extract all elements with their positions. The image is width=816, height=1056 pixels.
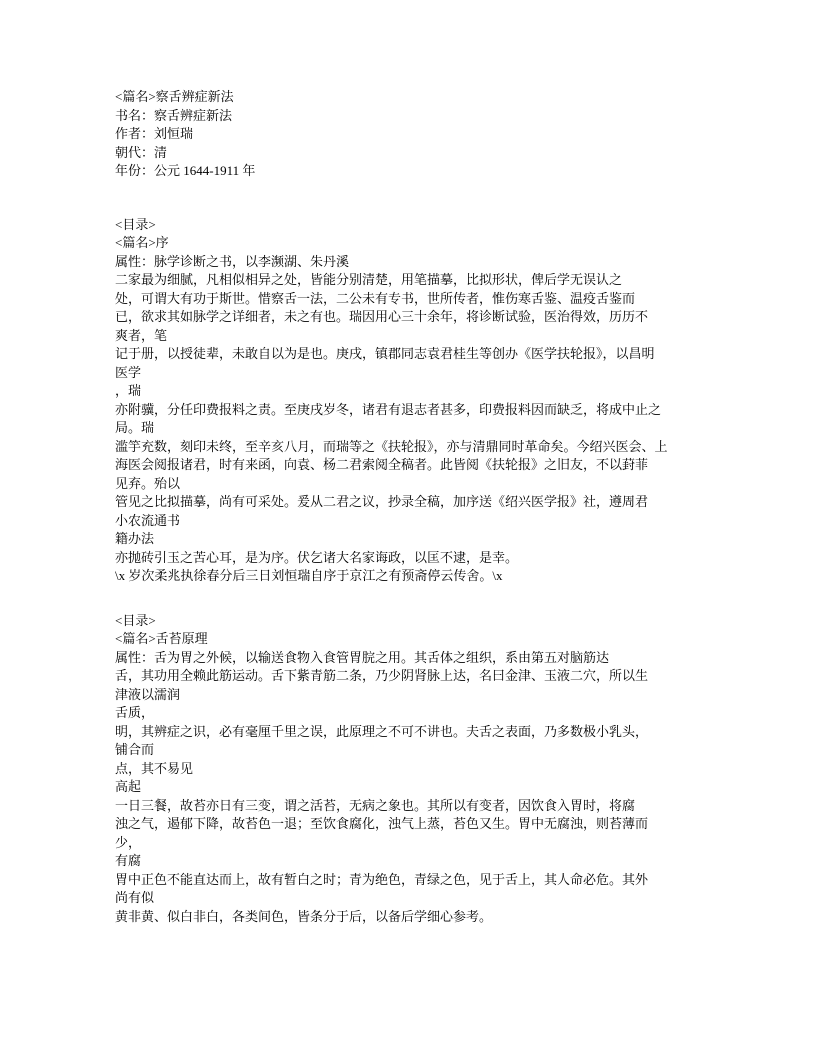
text-line: ，瑞: [115, 383, 142, 398]
text-line: 年份：公元 1644-1911 年: [115, 163, 256, 178]
text-line: 点，其不易见: [115, 760, 194, 776]
toc-tag: <目录>: [115, 216, 156, 232]
text-line: <篇名>察舌辨症新法: [115, 89, 234, 104]
text-line: 高起: [115, 779, 142, 794]
text-line: 朝代：清: [115, 144, 168, 160]
text-line: 黄非黄、似白非白，各类间色，皆条分于后，以备后学细心参考。: [115, 908, 493, 924]
section-body: [115, 253, 715, 586]
text-line: 浊之气，遏郁下降，故苔色一退；至饮食腐化，浊气上蒸，苔色又生。胃中无腐浊，则苔薄而: [115, 816, 649, 831]
section-preface: [115, 216, 715, 586]
title-block: [115, 88, 715, 181]
blank-line: [115, 181, 715, 216]
text-line: 明，其辨症之识，必有毫厘千里之误，此原理之不可不讲也。夫舌之表面，乃多数极小乳头，: [115, 723, 649, 739]
text-line: 属性：脉学诊断之书，以李濒湖、朱丹溪: [115, 253, 350, 269]
text-line: 舌，其功用全赖此筋运动。舌下紫青筋二条，乃少阴肾脉上达，名曰金津、玉液二穴，所以生: [115, 668, 649, 683]
text-line: 滥竽充数，刻印未终，至辛亥八月，而瑞等之《扶轮报》，亦与清鼎同时革命矣。今绍兴医会、上: [115, 438, 668, 454]
text-line: 作者：刘恒瑞: [115, 126, 194, 141]
text-line: 铺合而: [115, 742, 155, 757]
text-line: 籍办法: [115, 531, 155, 546]
text-line: 津液以濡润: [115, 686, 181, 702]
text-line: 尚有似: [115, 890, 155, 905]
text-line: 局。瑞: [115, 420, 155, 435]
section-title: <篇名>序: [115, 235, 169, 250]
text-line: 海医会阅报诸君，时有来函，向袁、杨二君索阅全稿者。此皆阅《扶轮报》之旧友，不以葑菲: [115, 457, 649, 472]
text-line: 亦抛砖引玉之苦心耳，是为序。伏乞诸大名家诲政，以匡不逮，是幸。: [115, 549, 519, 565]
text-line: 胃中正色不能直达而上，故有暂白之时；青为绝色，青绿之色，见于舌上，其人命必危。其外: [115, 871, 649, 887]
text-line: 管见之比拟描摹，尚有可采处。爰从二君之议，抄录全稿，加序送《绍兴医学报》社，遵周君: [115, 494, 649, 509]
text-line: 少，: [115, 834, 142, 850]
text-line: 见弃。殆以: [115, 475, 181, 491]
text-line: 小农流通书: [115, 512, 181, 528]
blank-line: [115, 586, 715, 612]
text-content: [115, 88, 715, 926]
text-line: 属性：舌为胃之外候，以输送食物入食管胃脘之用。其舌体之组织，系由第五对脑筋达: [115, 649, 610, 665]
text-line: 亦附骥，分任印费报料之责。至庚戌岁冬，诸君有退志者甚多，印费报料因而缺乏，将成中止之: [115, 401, 662, 417]
section-tongue-principle: [115, 612, 715, 927]
text-line: 记于册，以授徒辈，未敢自以为是也。庚戌，镇郡同志袁君桂生等创办《医学扶轮报》，以昌明: [115, 346, 655, 361]
toc-tag: <目录>: [115, 612, 156, 628]
text-line: 爽者，笔: [115, 327, 168, 343]
text-line: 处，可谓大有功于斯世。惜察舌一法，二公未有专书，世所传者，惟伤寒舌鉴、温疫舌鉴而: [115, 290, 636, 306]
section-title: <篇名>舌苔原理: [115, 631, 208, 646]
text-line: 舌质，: [115, 705, 155, 720]
text-line: 已，欲求其如脉学之详细者，未之有也。瑞因用心三十余年，将诊断试验，医治得效，历历不: [115, 309, 649, 324]
text-line: 有腐: [115, 853, 142, 868]
text-line: 医学: [115, 364, 142, 380]
section-body: [115, 649, 715, 927]
text-line: 一日三餐，故苔亦日有三变，谓之活苔，无病之象也。其所以有变者，因饮食入胃时，将腐: [115, 797, 636, 813]
text-line: \x 岁次柔兆执徐春分后三日刘恒瑞自序于京江之有预斋停云传舍。\x: [115, 568, 503, 583]
text-line: 二家最为细腻，凡相似相异之处，皆能分别清楚，用笔描摹，比拟形状，俾后学无误认之: [115, 272, 623, 287]
text-line: 书名：察舌辨症新法: [115, 107, 233, 123]
